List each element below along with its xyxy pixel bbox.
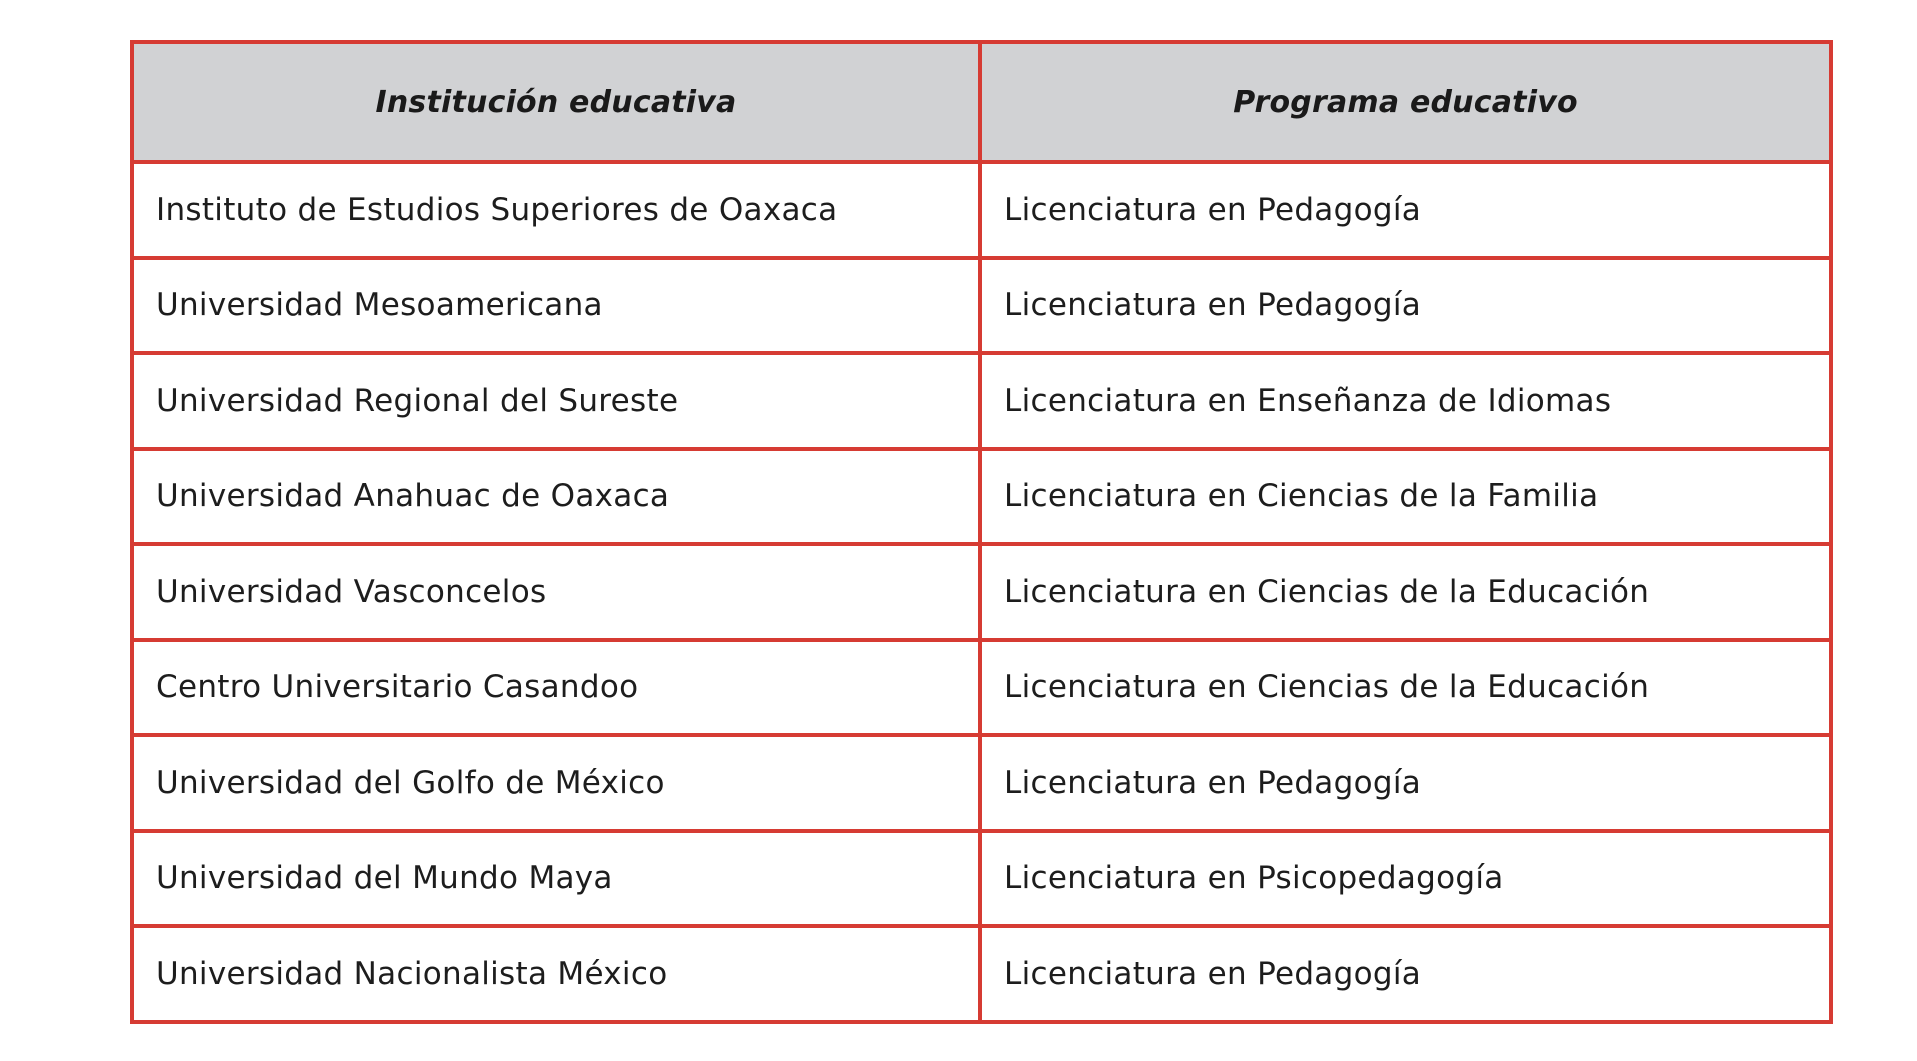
table-row (132, 162, 1831, 258)
institutions-table-container (130, 40, 1829, 1024)
table-header-row (132, 42, 1831, 162)
table-row (132, 640, 1831, 736)
table-row (132, 831, 1831, 927)
column-header-institution: Institución educativa (132, 42, 980, 162)
program-cell: Licenciatura en Ciencias de la Educación (980, 544, 1831, 640)
institution-cell: Universidad del Mundo Maya (132, 831, 980, 927)
institutions-table (130, 40, 1833, 1024)
program-cell: Licenciatura en Pedagogía (980, 162, 1831, 258)
institution-cell: Instituto de Estudios Superiores de Oaxaca (132, 162, 980, 258)
table-row (132, 449, 1831, 545)
table-row (132, 735, 1831, 831)
institution-cell: Universidad Nacionalista México (132, 926, 980, 1022)
institution-cell: Universidad Regional del Sureste (132, 353, 980, 449)
table-row (132, 353, 1831, 449)
institution-cell: Universidad del Golfo de México (132, 735, 980, 831)
program-cell: Licenciatura en Ciencias de la Familia (980, 449, 1831, 545)
table-row (132, 258, 1831, 354)
table-row (132, 926, 1831, 1022)
program-cell: Licenciatura en Psicopedagogía (980, 831, 1831, 927)
institution-cell: Universidad Anahuac de Oaxaca (132, 449, 980, 545)
program-cell: Licenciatura en Enseñanza de Idiomas (980, 353, 1831, 449)
column-header-program: Programa educativo (980, 42, 1831, 162)
institution-cell: Centro Universitario Casandoo (132, 640, 980, 736)
program-cell: Licenciatura en Pedagogía (980, 258, 1831, 354)
institution-cell: Universidad Mesoamericana (132, 258, 980, 354)
program-cell: Licenciatura en Pedagogía (980, 735, 1831, 831)
program-cell: Licenciatura en Pedagogía (980, 926, 1831, 1022)
table-row (132, 544, 1831, 640)
institution-cell: Universidad Vasconcelos (132, 544, 980, 640)
program-cell: Licenciatura en Ciencias de la Educación (980, 640, 1831, 736)
